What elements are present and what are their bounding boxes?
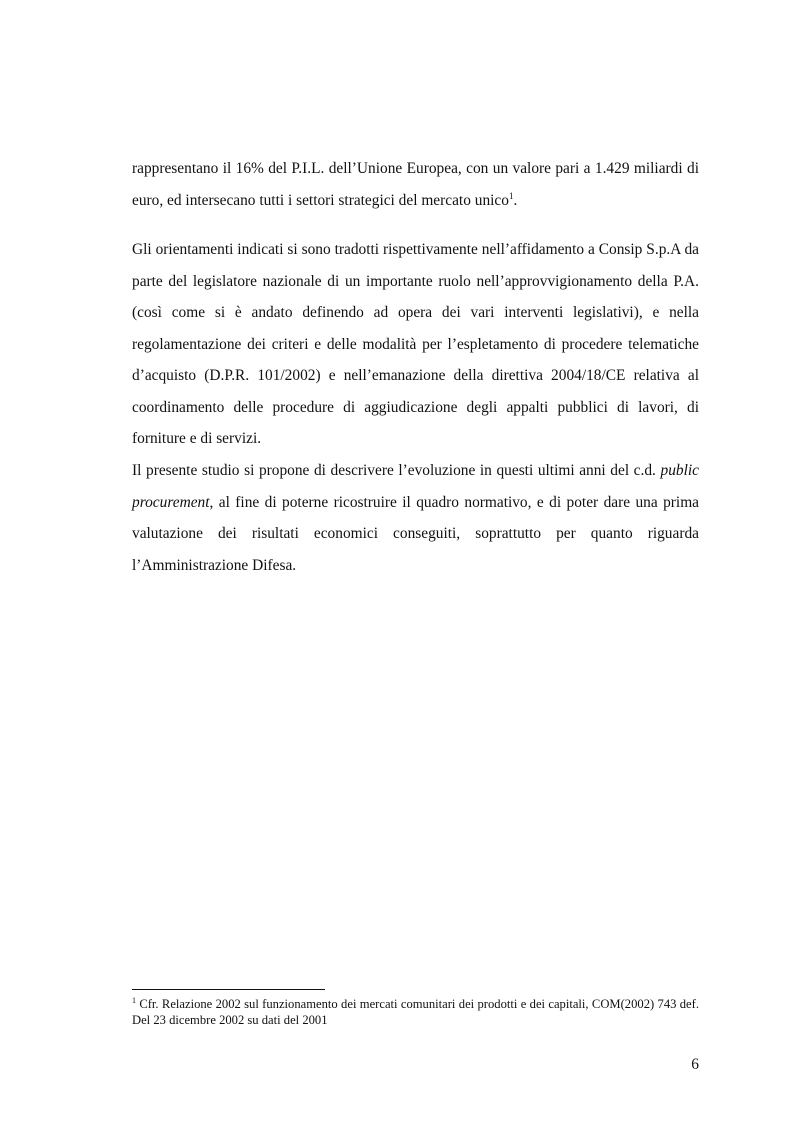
paragraph-3 xyxy=(132,455,699,581)
footnote-number: 1 xyxy=(132,995,136,1005)
paragraph-3-end: , al fine di poterne ricostruire il quadro normativo, e di poter dare una prima valutazione dei risultati economici conseguiti, soprattutto per quanto riguarda l’Amministrazione Difesa. xyxy=(132,493,699,574)
footnote-reference[interactable]: 1 xyxy=(508,190,514,201)
footnote-separator xyxy=(132,989,325,990)
paragraph-3-italic-term: public procurement xyxy=(132,462,699,511)
paragraph-3-start: Il presente studio si propone di descrivere l’evoluzione in questi ultimi anni del c.d. xyxy=(132,462,661,479)
paragraph-1-text: rappresentano il 16% del P.I.L. dell’Unione Europea, con un valore pari a 1.429 miliardi di euro, ed intersecano tutti i settori strategici del mercato unico xyxy=(132,160,699,209)
paragraph-1 xyxy=(132,153,699,216)
paragraph-1-end: . xyxy=(513,191,518,209)
paragraph-2 xyxy=(132,234,699,455)
paragraph-2-text: Gli orientamenti indicati si sono tradotti rispettivamente nell’affidamento a Consip S.p.A da parte del legislatore nazionale di un importante ruolo nell’approvvigionamento della P.A. (così come si è andato definendo ad opera dei vari interventi legislativi), e nella regolamentazione dei criteri e delle modalità per l’espletamento di procedere telematiche d’acquisto (D.P.R. 101/2002) e nell’emanazione della direttiva 2004/18/CE relativa al coordinamento delle procedure di aggiudicazione degli appalti pubblici di lavori, di forniture e di servizi. xyxy=(132,241,699,447)
page-number: 6 xyxy=(691,1056,699,1073)
footnote xyxy=(132,996,699,1028)
footnote-text: Cfr. Relazione 2002 sul funzionamento dei mercati comunitari dei prodotti e dei capitali, COM(2002) 743 def. Del 23 dicembre 2002 su dati del 2001 xyxy=(132,997,699,1027)
